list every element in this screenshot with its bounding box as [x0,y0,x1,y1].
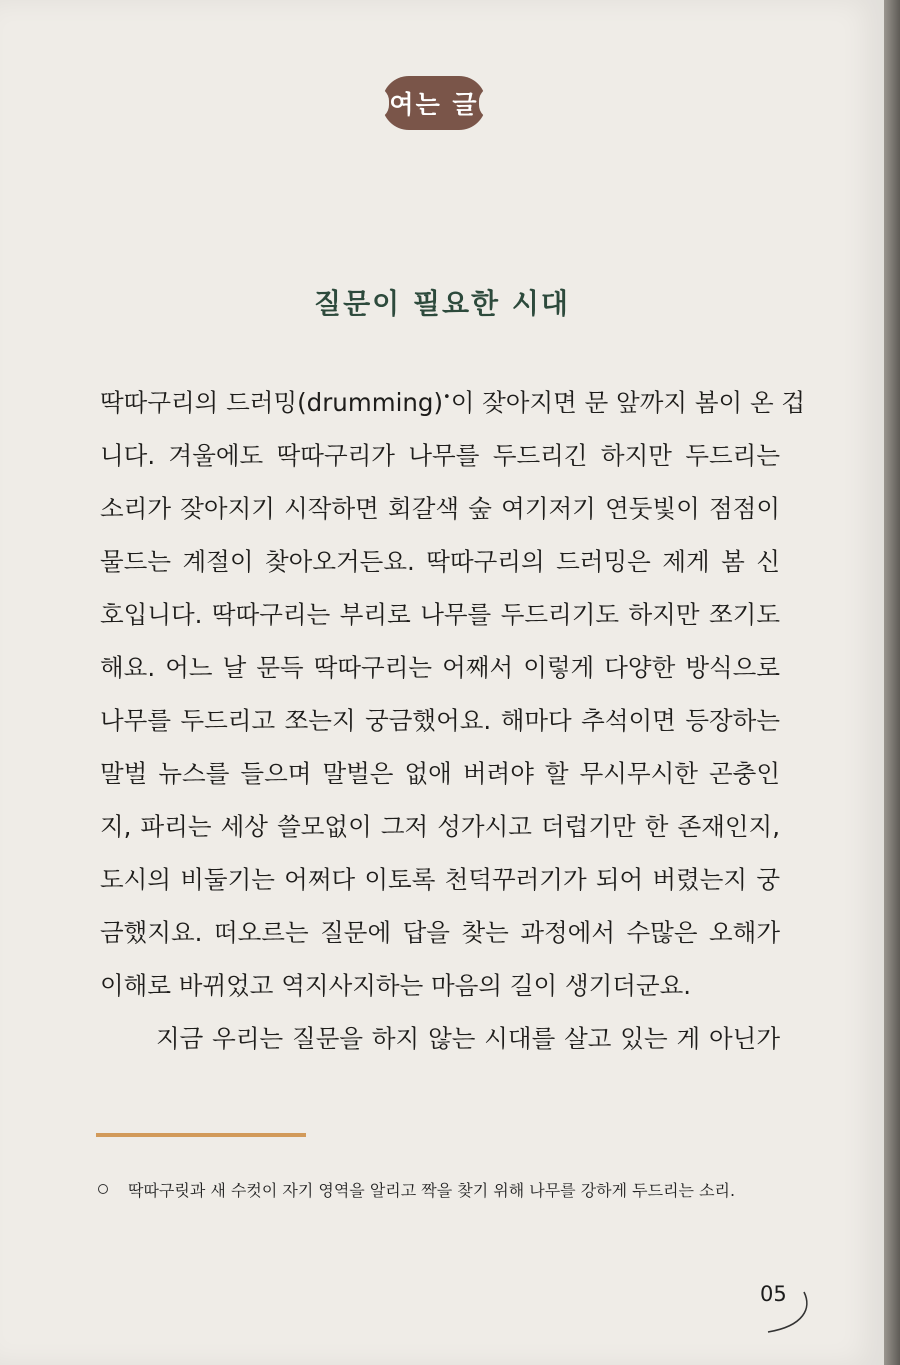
body-line: 호입니다. 딱따구리는 부리로 나무를 두드리기도 하지만 쪼기도 [100,600,780,629]
body-line: 해요. 어느 날 문득 딱따구리는 어째서 이렇게 다양한 방식으로 [100,653,780,682]
footnote-circle-icon [98,1184,108,1194]
page-number: 05 [760,1282,787,1306]
body-line-part: 이 잦아지면 문 앞까지 봄이 온 겁 [450,388,806,417]
body-line: 지금 우리는 질문을 하지 않는 시대를 살고 있는 게 아닌가 [156,1024,780,1053]
body-line: 지, 파리는 세상 쓸모없이 그저 성가시고 더럽기만 한 존재인지, [100,812,780,841]
footnote-marker: • [443,390,451,405]
chapter-badge [382,76,486,130]
body-line: 이해로 바뀌었고 역지사지하는 마음의 길이 생기더군요. [100,971,692,1000]
body-line: 물드는 계절이 찾아오거든요. 딱따구리의 드러밍은 제게 봄 신 [100,547,780,576]
body-line: 니다. 겨울에도 딱따구리가 나무를 두드리긴 하지만 두드리는 [100,441,780,470]
footnote-text: 딱따구릿과 새 수컷이 자기 영역을 알리고 짝을 찾기 위해 나무를 강하게 두드리는 소리. [128,1181,736,1200]
body-line: 소리가 잦아지기 시작하면 회갈색 숲 여기저기 연둣빛이 점점이 [100,494,780,523]
page-edge [884,0,900,1365]
footnote-divider [96,1133,306,1137]
body-line: 도시의 비둘기는 어쩌다 이토록 천덕꾸러기가 되어 버렸는지 궁 [100,865,780,894]
body-line: 금했지요. 떠오르는 질문에 답을 찾는 과정에서 수많은 오해가 [100,918,780,947]
body-line: 말벌 뉴스를 들으며 말벌은 없애 버려야 할 무시무시한 곤충인 [100,759,780,788]
body-line-part: 딱따구리의 드러밍(drumming) [100,388,444,417]
body-line: 나무를 두드리고 쪼는지 궁금했어요. 해마다 추석이면 등장하는 [100,706,780,735]
section-title: 질문이 필요한 시대 [314,287,570,320]
page-curl-ornament [764,1290,814,1340]
chapter-badge-label: 여는 글 [389,90,479,119]
body-line [100,384,806,419]
footnote [98,1178,798,1201]
